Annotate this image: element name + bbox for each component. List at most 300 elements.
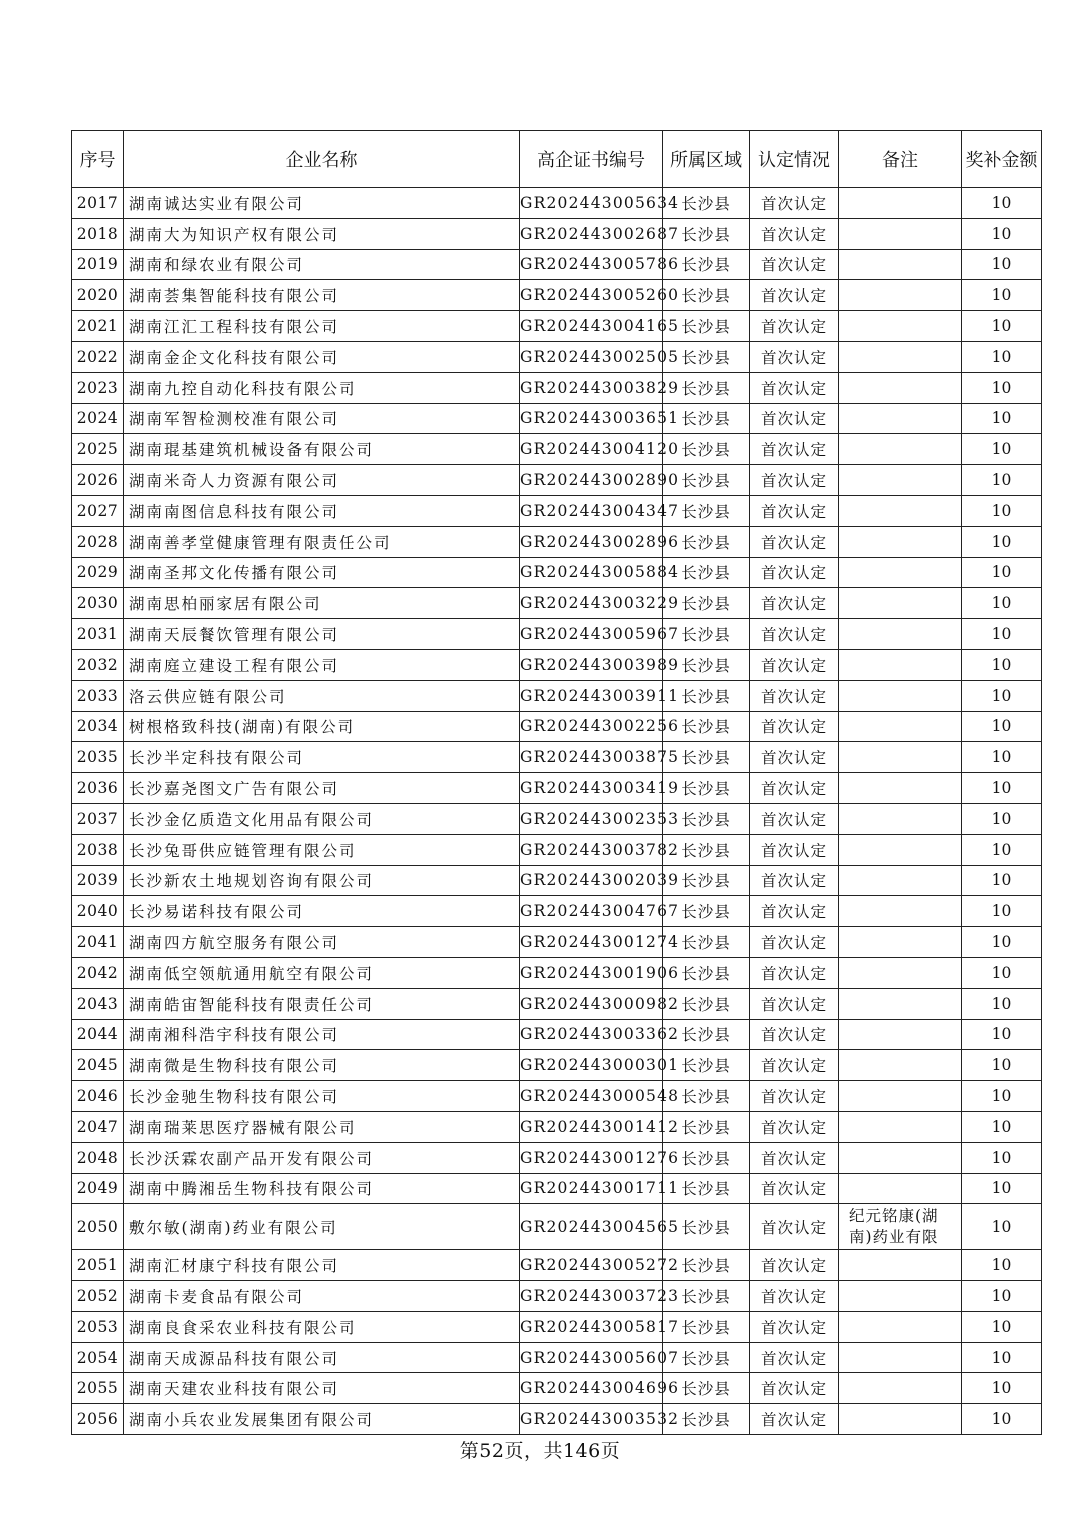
company-name: 湖南汇材康宁科技有限公司: [124, 1250, 520, 1281]
remark: [839, 865, 962, 896]
table-row: [72, 465, 1042, 496]
row-number: 2052: [72, 1281, 124, 1312]
table-row: [72, 649, 1042, 680]
subsidy-amount: 10: [962, 1019, 1042, 1050]
table-row: [72, 1311, 1042, 1342]
company-name: 湖南大为知识产权有限公司: [124, 218, 520, 249]
certification-status: 首次认定: [750, 341, 839, 372]
remark: [839, 1281, 962, 1312]
row-number: 2054: [72, 1342, 124, 1373]
certification-status: 首次认定: [750, 742, 839, 773]
company-name: 湖南和绿农业有限公司: [124, 249, 520, 280]
row-number: 2041: [72, 927, 124, 958]
row-number: 2043: [72, 988, 124, 1019]
region: 长沙县: [663, 1142, 750, 1173]
region: 长沙县: [663, 557, 750, 588]
certificate-number: GR202443003362: [520, 1019, 663, 1050]
table-row: [72, 403, 1042, 434]
company-name: 湖南瑞莱思医疗器械有限公司: [124, 1111, 520, 1142]
remark: [839, 1311, 962, 1342]
row-number: 2017: [72, 188, 124, 219]
certification-status: 首次认定: [750, 1204, 839, 1250]
subsidy-amount: 10: [962, 988, 1042, 1019]
company-name: 湖南米奇人力资源有限公司: [124, 465, 520, 496]
region: 长沙县: [663, 403, 750, 434]
table-row: [72, 742, 1042, 773]
header-note: 备注: [839, 131, 962, 188]
certificate-number: GR202443005260: [520, 280, 663, 311]
table-body: [72, 188, 1042, 1435]
certification-status: 首次认定: [750, 711, 839, 742]
certificate-number: GR202443004347: [520, 495, 663, 526]
certification-status: 首次认定: [750, 372, 839, 403]
certification-status: 首次认定: [750, 834, 839, 865]
remark: [839, 465, 962, 496]
certification-status: 首次认定: [750, 1111, 839, 1142]
company-name: 湖南善孝堂健康管理有限责任公司: [124, 526, 520, 557]
subsidy-amount: 10: [962, 649, 1042, 680]
row-number: 2045: [72, 1050, 124, 1081]
table-row: [72, 588, 1042, 619]
certificate-number: GR202443004767: [520, 896, 663, 927]
certification-status: 首次认定: [750, 188, 839, 219]
row-number: 2021: [72, 311, 124, 342]
certification-status: 首次认定: [750, 1281, 839, 1312]
remark: [839, 1050, 962, 1081]
table-row: [72, 988, 1042, 1019]
header-status: 认定情况: [750, 131, 839, 188]
subsidy-amount: 10: [962, 1250, 1042, 1281]
remark: [839, 742, 962, 773]
region: 长沙县: [663, 896, 750, 927]
remark: [839, 957, 962, 988]
row-number: 2023: [72, 372, 124, 403]
row-number: 2028: [72, 526, 124, 557]
region: 长沙县: [663, 311, 750, 342]
region: 长沙县: [663, 1019, 750, 1050]
certificate-number: GR202443003875: [520, 742, 663, 773]
region: 长沙县: [663, 434, 750, 465]
subsidy-amount: 10: [962, 742, 1042, 773]
row-number: 2026: [72, 465, 124, 496]
certificate-number: GR202443001711: [520, 1173, 663, 1204]
row-number: 2038: [72, 834, 124, 865]
row-number: 2031: [72, 619, 124, 650]
certification-status: 首次认定: [750, 557, 839, 588]
certificate-number: GR202443003229: [520, 588, 663, 619]
table-row: [72, 711, 1042, 742]
remark: [839, 495, 962, 526]
certificate-number: GR202443003651: [520, 403, 663, 434]
row-number: 2036: [72, 773, 124, 804]
subsidy-amount: 10: [962, 711, 1042, 742]
region: 长沙县: [663, 711, 750, 742]
subsidy-amount: 10: [962, 834, 1042, 865]
row-number: 2033: [72, 680, 124, 711]
region: 长沙县: [663, 218, 750, 249]
row-number: 2034: [72, 711, 124, 742]
certificate-number: GR202443002896: [520, 526, 663, 557]
certificate-number: GR202443001274: [520, 927, 663, 958]
subsidy-amount: 10: [962, 557, 1042, 588]
subsidy-amount: 10: [962, 434, 1042, 465]
subsidy-amount: 10: [962, 803, 1042, 834]
company-name: 湖南良食采农业科技有限公司: [124, 1311, 520, 1342]
certification-status: 首次认定: [750, 1081, 839, 1112]
certificate-number: GR202443000548: [520, 1081, 663, 1112]
row-number: 2027: [72, 495, 124, 526]
subsidy-amount: 10: [962, 495, 1042, 526]
remark: [839, 711, 962, 742]
subsidy-amount: 10: [962, 188, 1042, 219]
region: 长沙县: [663, 1311, 750, 1342]
company-name: 湖南军智检测校准有限公司: [124, 403, 520, 434]
remark: [839, 434, 962, 465]
company-table: [71, 130, 1042, 1435]
remark: [839, 680, 962, 711]
company-name: 湖南皓宙智能科技有限责任公司: [124, 988, 520, 1019]
subsidy-amount: 10: [962, 1281, 1042, 1312]
company-name: 长沙沃霖农副产品开发有限公司: [124, 1142, 520, 1173]
region: 长沙县: [663, 773, 750, 804]
company-name: 湖南九控自动化科技有限公司: [124, 372, 520, 403]
company-name: 湖南微是生物科技有限公司: [124, 1050, 520, 1081]
remark: [839, 988, 962, 1019]
company-name: 湖南小兵农业发展集团有限公司: [124, 1404, 520, 1435]
certificate-number: GR202443005786: [520, 249, 663, 280]
certification-status: 首次认定: [750, 988, 839, 1019]
table-row: [72, 1342, 1042, 1373]
certificate-number: GR202443002505: [520, 341, 663, 372]
certificate-number: GR202443002687: [520, 218, 663, 249]
certificate-number: GR202443004165: [520, 311, 663, 342]
certification-status: 首次认定: [750, 311, 839, 342]
table-row: [72, 1050, 1042, 1081]
remark: 纪元铭康(湖南)药业有限: [839, 1204, 962, 1250]
company-name: 湖南天辰餐饮管理有限公司: [124, 619, 520, 650]
region: 长沙县: [663, 588, 750, 619]
region: 长沙县: [663, 1281, 750, 1312]
table-row: [72, 311, 1042, 342]
company-name: 洛云供应链有限公司: [124, 680, 520, 711]
certification-status: 首次认定: [750, 1142, 839, 1173]
table-row: [72, 188, 1042, 219]
certification-status: 首次认定: [750, 495, 839, 526]
company-name: 湖南琨基建筑机械设备有限公司: [124, 434, 520, 465]
remark: [839, 557, 962, 588]
certificate-number: GR202443003829: [520, 372, 663, 403]
subsidy-amount: 10: [962, 1050, 1042, 1081]
certification-status: 首次认定: [750, 896, 839, 927]
certification-status: 首次认定: [750, 280, 839, 311]
table-row: [72, 1019, 1042, 1050]
subsidy-amount: 10: [962, 403, 1042, 434]
row-number: 2047: [72, 1111, 124, 1142]
subsidy-amount: 10: [962, 1404, 1042, 1435]
certificate-number: GR202443002353: [520, 803, 663, 834]
region: 长沙县: [663, 1204, 750, 1250]
subsidy-amount: 10: [962, 957, 1042, 988]
certification-status: 首次认定: [750, 1250, 839, 1281]
remark: [839, 1250, 962, 1281]
certificate-number: GR202443002039: [520, 865, 663, 896]
remark: [839, 1019, 962, 1050]
subsidy-amount: 10: [962, 311, 1042, 342]
certificate-number: GR202443005967: [520, 619, 663, 650]
table-row: [72, 1111, 1042, 1142]
table-row: [72, 557, 1042, 588]
row-number: 2056: [72, 1404, 124, 1435]
company-name: 长沙兔哥供应链管理有限公司: [124, 834, 520, 865]
company-name: 树根格致科技(湖南)有限公司: [124, 711, 520, 742]
company-name: 湖南荟集智能科技有限公司: [124, 280, 520, 311]
region: 长沙县: [663, 341, 750, 372]
remark: [839, 803, 962, 834]
certification-status: 首次认定: [750, 1311, 839, 1342]
remark: [839, 311, 962, 342]
region: 长沙县: [663, 1111, 750, 1142]
certification-status: 首次认定: [750, 1373, 839, 1404]
row-number: 2022: [72, 341, 124, 372]
table-row: [72, 1081, 1042, 1112]
table-row: [72, 495, 1042, 526]
region: 长沙县: [663, 1050, 750, 1081]
remark: [839, 896, 962, 927]
table-row: [72, 834, 1042, 865]
subsidy-amount: 10: [962, 1204, 1042, 1250]
region: 长沙县: [663, 526, 750, 557]
row-number: 2019: [72, 249, 124, 280]
company-name: 长沙金亿质造文化用品有限公司: [124, 803, 520, 834]
certification-status: 首次认定: [750, 1173, 839, 1204]
table-row: [72, 619, 1042, 650]
page-number: 第52页，共146页: [459, 1440, 621, 1462]
certification-status: 首次认定: [750, 957, 839, 988]
table-row: [72, 1173, 1042, 1204]
header-name: 企业名称: [124, 131, 520, 188]
certification-status: 首次认定: [750, 803, 839, 834]
certification-status: 首次认定: [750, 927, 839, 958]
company-name: 敷尔敏(湖南)药业有限公司: [124, 1204, 520, 1250]
company-name: 湖南中腾湘岳生物科技有限公司: [124, 1173, 520, 1204]
remark: [839, 280, 962, 311]
subsidy-amount: 10: [962, 773, 1042, 804]
remark: [839, 1373, 962, 1404]
table-row: [72, 218, 1042, 249]
certification-status: 首次认定: [750, 465, 839, 496]
table-row: [72, 927, 1042, 958]
table-row: [72, 773, 1042, 804]
region: 长沙县: [663, 1404, 750, 1435]
certificate-number: GR202443003911: [520, 680, 663, 711]
region: 长沙县: [663, 619, 750, 650]
row-number: 2032: [72, 649, 124, 680]
subsidy-amount: 10: [962, 1373, 1042, 1404]
subsidy-amount: 10: [962, 1111, 1042, 1142]
region: 长沙县: [663, 988, 750, 1019]
certificate-number: GR202443005634: [520, 188, 663, 219]
certificate-number: GR202443000301: [520, 1050, 663, 1081]
table-row: [72, 865, 1042, 896]
header-cert: 高企证书编号: [520, 131, 663, 188]
remark: [839, 588, 962, 619]
remark: [839, 1081, 962, 1112]
row-number: 2035: [72, 742, 124, 773]
remark: [839, 619, 962, 650]
table-row: [72, 896, 1042, 927]
row-number: 2046: [72, 1081, 124, 1112]
certificate-number: GR202443002256: [520, 711, 663, 742]
certificate-number: GR202443001412: [520, 1111, 663, 1142]
company-name: 长沙新农土地规划咨询有限公司: [124, 865, 520, 896]
region: 长沙县: [663, 1250, 750, 1281]
company-name: 湖南天成源品科技有限公司: [124, 1342, 520, 1373]
remark: [839, 1173, 962, 1204]
company-name: 湖南思柏丽家居有限公司: [124, 588, 520, 619]
remark: [839, 218, 962, 249]
region: 长沙县: [663, 495, 750, 526]
certification-status: 首次认定: [750, 773, 839, 804]
certificate-number: GR202443004565: [520, 1204, 663, 1250]
certificate-number: GR202443005607: [520, 1342, 663, 1373]
table-row: [72, 1142, 1042, 1173]
company-name: 湖南庭立建设工程有限公司: [124, 649, 520, 680]
company-name: 长沙嘉尧图文广告有限公司: [124, 773, 520, 804]
certificate-number: GR202443001276: [520, 1142, 663, 1173]
company-name: 湖南湘科浩宇科技有限公司: [124, 1019, 520, 1050]
subsidy-amount: 10: [962, 896, 1042, 927]
subsidy-amount: 10: [962, 218, 1042, 249]
certification-status: 首次认定: [750, 403, 839, 434]
region: 长沙县: [663, 249, 750, 280]
company-name: 湖南诚达实业有限公司: [124, 188, 520, 219]
region: 长沙县: [663, 742, 750, 773]
row-number: 2044: [72, 1019, 124, 1050]
subsidy-amount: 10: [962, 619, 1042, 650]
remark: [839, 773, 962, 804]
certificate-number: GR202443002890: [520, 465, 663, 496]
region: 长沙县: [663, 834, 750, 865]
certification-status: 首次认定: [750, 619, 839, 650]
header-amount: 奖补金额: [962, 131, 1042, 188]
certification-status: 首次认定: [750, 588, 839, 619]
subsidy-amount: 10: [962, 1173, 1042, 1204]
row-number: 2048: [72, 1142, 124, 1173]
certification-status: 首次认定: [750, 526, 839, 557]
certification-status: 首次认定: [750, 1019, 839, 1050]
remark: [839, 649, 962, 680]
certificate-number: GR202443005884: [520, 557, 663, 588]
certificate-number: GR202443005272: [520, 1250, 663, 1281]
certification-status: 首次认定: [750, 1050, 839, 1081]
region: 长沙县: [663, 803, 750, 834]
subsidy-amount: 10: [962, 465, 1042, 496]
certificate-number: GR202443005817: [520, 1311, 663, 1342]
company-name: 湖南圣邦文化传播有限公司: [124, 557, 520, 588]
row-number: 2051: [72, 1250, 124, 1281]
subsidy-amount: 10: [962, 280, 1042, 311]
company-name: 湖南南图信息科技有限公司: [124, 495, 520, 526]
remark: [839, 1342, 962, 1373]
table-row: [72, 1250, 1042, 1281]
certification-status: 首次认定: [750, 249, 839, 280]
certificate-number: GR202443003723: [520, 1281, 663, 1312]
certification-status: 首次认定: [750, 865, 839, 896]
company-name: 湖南江汇工程科技有限公司: [124, 311, 520, 342]
certification-status: 首次认定: [750, 218, 839, 249]
subsidy-amount: 10: [962, 1311, 1042, 1342]
certificate-number: GR202443003532: [520, 1404, 663, 1435]
certification-status: 首次认定: [750, 434, 839, 465]
table-row: [72, 803, 1042, 834]
region: 长沙县: [663, 957, 750, 988]
table-row: [72, 957, 1042, 988]
header-no: 序号: [72, 131, 124, 188]
region: 长沙县: [663, 465, 750, 496]
table-row: [72, 280, 1042, 311]
company-name: 湖南四方航空服务有限公司: [124, 927, 520, 958]
subsidy-amount: 10: [962, 1081, 1042, 1112]
region: 长沙县: [663, 680, 750, 711]
row-number: 2050: [72, 1204, 124, 1250]
table-row: [72, 1404, 1042, 1435]
row-number: 2055: [72, 1373, 124, 1404]
company-name: 湖南天建农业科技有限公司: [124, 1373, 520, 1404]
region: 长沙县: [663, 1081, 750, 1112]
certificate-number: GR202443003419: [520, 773, 663, 804]
subsidy-amount: 10: [962, 1142, 1042, 1173]
company-name: 长沙金驰生物科技有限公司: [124, 1081, 520, 1112]
row-number: 2040: [72, 896, 124, 927]
remark: [839, 526, 962, 557]
subsidy-amount: 10: [962, 341, 1042, 372]
certificate-number: GR202443003989: [520, 649, 663, 680]
company-name: 湖南低空领航通用航空有限公司: [124, 957, 520, 988]
certificate-number: GR202443003782: [520, 834, 663, 865]
row-number: 2025: [72, 434, 124, 465]
region: 长沙县: [663, 927, 750, 958]
company-name: 湖南卡麦食品有限公司: [124, 1281, 520, 1312]
row-number: 2049: [72, 1173, 124, 1204]
subsidy-amount: 10: [962, 526, 1042, 557]
remark: [839, 249, 962, 280]
table-row: [72, 526, 1042, 557]
row-number: 2029: [72, 557, 124, 588]
certification-status: 首次认定: [750, 680, 839, 711]
remark: [839, 1404, 962, 1435]
region: 长沙县: [663, 1373, 750, 1404]
table-row: [72, 1281, 1042, 1312]
region: 长沙县: [663, 280, 750, 311]
remark: [839, 1111, 962, 1142]
subsidy-amount: 10: [962, 865, 1042, 896]
table-row: [72, 434, 1042, 465]
region: 长沙县: [663, 372, 750, 403]
table-row: [72, 1204, 1042, 1250]
remark: [839, 403, 962, 434]
row-number: 2018: [72, 218, 124, 249]
table-row: [72, 341, 1042, 372]
subsidy-amount: 10: [962, 588, 1042, 619]
subsidy-amount: 10: [962, 1342, 1042, 1373]
remark: [839, 188, 962, 219]
row-number: 2020: [72, 280, 124, 311]
certificate-number: GR202443004696: [520, 1373, 663, 1404]
row-number: 2037: [72, 803, 124, 834]
table-row: [72, 249, 1042, 280]
company-name: 长沙半定科技有限公司: [124, 742, 520, 773]
row-number: 2030: [72, 588, 124, 619]
